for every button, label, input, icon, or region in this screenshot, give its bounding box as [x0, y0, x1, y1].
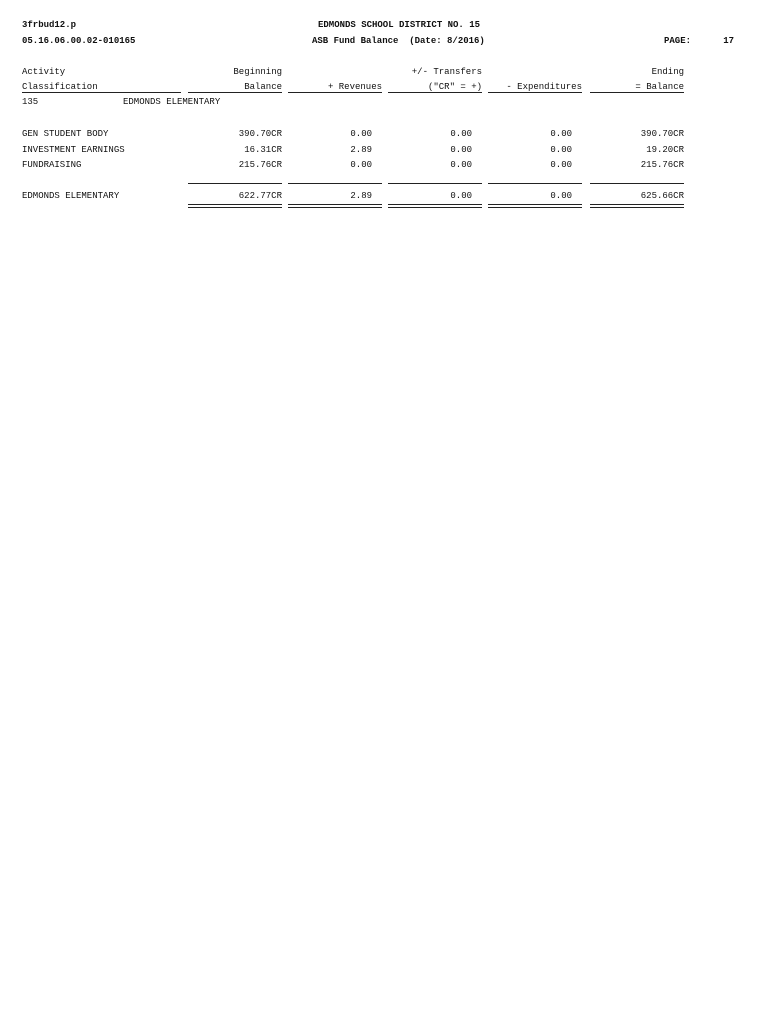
subtotal-rule: [488, 183, 582, 184]
total-expenditures: 0.00: [550, 191, 572, 201]
table-row-transfers: 0.00: [450, 129, 472, 139]
revenues-underline: [288, 92, 382, 93]
table-row-activity: FUNDRAISING: [22, 160, 82, 170]
subtotal-rule: [590, 183, 684, 184]
table-row-expenditures: 0.00: [550, 160, 572, 170]
table-row-ending: 19.20CR: [646, 145, 684, 155]
table-row-expenditures: 0.00: [550, 129, 572, 139]
total-transfers: 0.00: [450, 191, 472, 201]
classification-underline: [22, 92, 181, 93]
subtotal-rule: [388, 183, 482, 184]
col-ending-balance-header: = Balance: [635, 82, 684, 92]
ending-balance-underline: [590, 92, 684, 93]
expenditures-underline: [488, 92, 582, 93]
table-row-revenues: 0.00: [350, 160, 372, 170]
table-row-beginning: 16.31CR: [244, 145, 282, 155]
table-row-revenues: 2.89: [350, 145, 372, 155]
transfers-underline: [388, 92, 482, 93]
table-row-ending: 215.76CR: [640, 160, 684, 170]
col-ending-header: Ending: [651, 67, 684, 77]
col-transfers-note-header: ("CR" = +): [427, 82, 482, 92]
table-row-beginning: 215.76CR: [238, 160, 282, 170]
total-ending: 625.66CR: [640, 191, 684, 201]
subtotal-rule: [188, 183, 282, 184]
total-double-rule: [488, 204, 582, 208]
table-row-revenues: 0.00: [350, 129, 372, 139]
page-number: 17: [723, 36, 734, 46]
col-transfers-header: +/- Transfers: [411, 67, 482, 77]
subtotal-rule: [288, 183, 382, 184]
total-beginning: 622.77CR: [238, 191, 282, 201]
total-double-rule: [288, 204, 382, 208]
table-row-activity: GEN STUDENT BODY: [22, 129, 109, 139]
table-row-transfers: 0.00: [450, 145, 472, 155]
page-label: PAGE:: [664, 36, 692, 46]
district-name: EDMONDS SCHOOL DISTRICT NO. 15: [318, 20, 481, 30]
col-beginning-header: Beginning: [233, 67, 282, 77]
total-double-rule: [590, 204, 684, 208]
table-row-expenditures: 0.00: [550, 145, 572, 155]
report-id: 05.16.06.00.02-010165: [22, 36, 136, 46]
program-name: 3frbud12.p: [22, 20, 77, 30]
table-row-beginning: 390.70CR: [238, 129, 282, 139]
group-name: EDMONDS ELEMENTARY: [123, 97, 221, 107]
total-double-rule: [388, 204, 482, 208]
balance-underline: [188, 92, 282, 93]
table-row-activity: INVESTMENT EARNINGS: [22, 145, 125, 155]
report-title: ASB Fund Balance (Date: 8/2016): [312, 36, 485, 46]
col-activity-header: Activity: [22, 67, 66, 77]
total-label: EDMONDS ELEMENTARY: [22, 191, 120, 201]
col-expenditures-header: - Expenditures: [506, 82, 582, 92]
col-revenues-header: + Revenues: [327, 82, 382, 92]
total-double-rule: [188, 204, 282, 208]
group-code: 135: [22, 97, 39, 107]
col-classification-header: Classification: [22, 82, 98, 92]
total-revenues: 2.89: [350, 191, 372, 201]
col-balance-header: Balance: [244, 82, 282, 92]
table-row-transfers: 0.00: [450, 160, 472, 170]
table-row-ending: 390.70CR: [640, 129, 684, 139]
